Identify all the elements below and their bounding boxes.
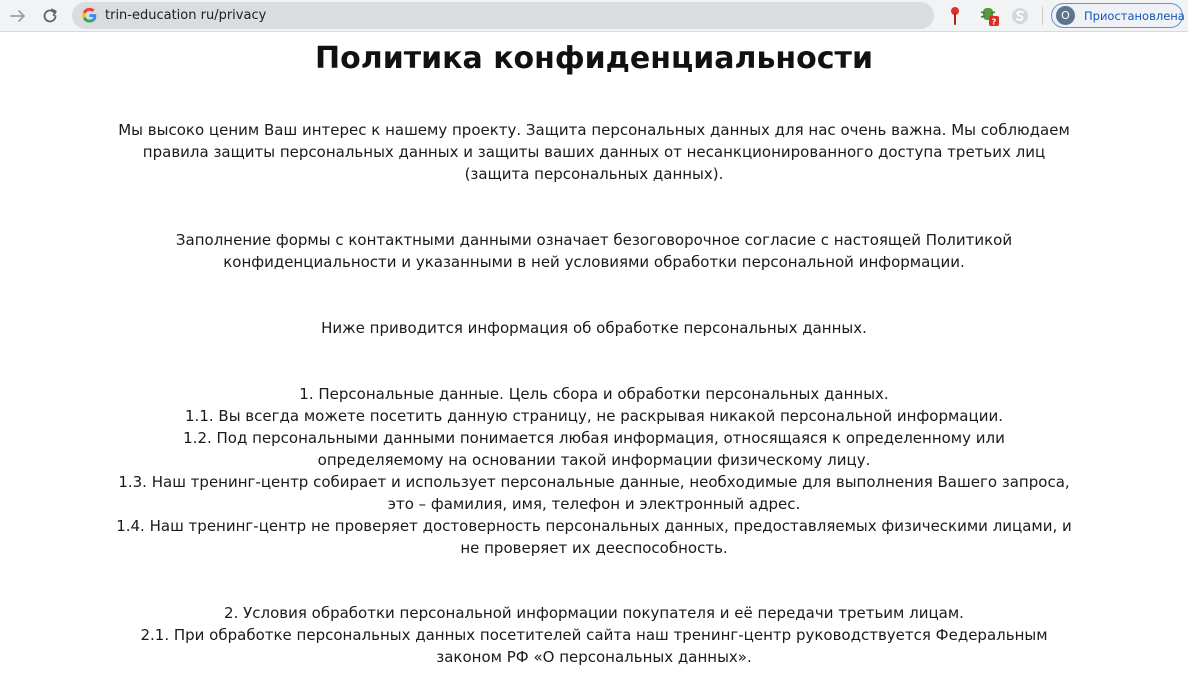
text-line: правила защиты персональных данных и защиты ваших данных от несанкционированного доступа третьих лиц	[142, 143, 1046, 161]
forward-arrow-icon	[9, 7, 27, 25]
address-bar[interactable]	[72, 2, 934, 29]
reload-button[interactable]	[38, 4, 62, 28]
intro-paragraph	[100, 119, 1088, 185]
pin-icon	[945, 5, 965, 27]
text-line: 1.3. Наш тренинг-центр собирает и использует персональные данные, необходимые для выполнения Вашего запроса,	[118, 473, 1070, 491]
reload-icon	[41, 7, 59, 25]
browser-toolbar	[0, 0, 1188, 32]
profile-button[interactable]	[1051, 3, 1183, 28]
text-line: не проверяет их дееспособность.	[460, 539, 728, 557]
text-line: конфиденциальности и указанными в ней условиями обработки персональной информации.	[223, 253, 965, 271]
text-line: Мы высоко ценим Ваш интерес к нашему проекту. Защита персональных данных для нас очень важна. Мы соблюдаем	[118, 121, 1070, 139]
svg-text:?: ?	[991, 17, 997, 27]
avatar: O	[1056, 6, 1075, 25]
bug-extension-button[interactable]	[978, 5, 998, 27]
section-2-paragraph	[100, 602, 1088, 668]
text-line: (защита персональных данных).	[464, 165, 724, 183]
text-line: законом РФ «О персональных данных».	[436, 648, 752, 666]
text-line: 2. Условия обработки персональной информации покупателя и её передачи третьим лицам.	[224, 604, 964, 622]
text-line: 1.4. Наш тренинг-центр не проверяет достоверность персональных данных, предоставляемых физическими лицами, и	[116, 517, 1072, 535]
text-line: Заполнение формы с контактными данными означает безоговорочное согласие с настоящей Политикой	[175, 231, 1013, 249]
consent-paragraph	[100, 229, 1088, 273]
text-line: это – фамилия, имя, телефон и электронный адрес.	[387, 495, 801, 513]
text-line: 1.1. Вы всегда можете посетить данную страницу, не раскрывая никакой персональной информации.	[185, 407, 1003, 425]
text-line: 1.2. Под персональными данными понимается любая информация, относящаяся к определенному или	[183, 429, 1005, 447]
info-paragraph	[100, 317, 1088, 339]
sync-icon	[1010, 5, 1030, 27]
google-icon	[81, 7, 98, 24]
profile-status-label: Приостановлена	[1084, 9, 1185, 23]
sync-extension-button[interactable]	[1010, 5, 1030, 27]
forward-button[interactable]	[6, 4, 30, 28]
text-line: 2.1. При обработке персональных данных посетителей сайта наш тренинг-центр руководствуется Федеральным	[140, 626, 1048, 644]
toolbar-separator	[1042, 7, 1043, 25]
text-line: 1. Персональные данные. Цель сбора и обработки персональных данных.	[299, 385, 889, 403]
section-1-paragraph	[100, 383, 1088, 559]
pin-extension-button[interactable]	[945, 5, 965, 27]
url-text: trin-education ru/privacy	[105, 8, 267, 23]
text-line: Ниже приводится информация об обработке персональных данных.	[321, 319, 867, 337]
text-line: определяемому на основании такой информации физическому лицу.	[317, 451, 871, 469]
extension-icon	[978, 5, 1000, 27]
page-title: Политика конфиденциальности	[315, 41, 873, 76]
